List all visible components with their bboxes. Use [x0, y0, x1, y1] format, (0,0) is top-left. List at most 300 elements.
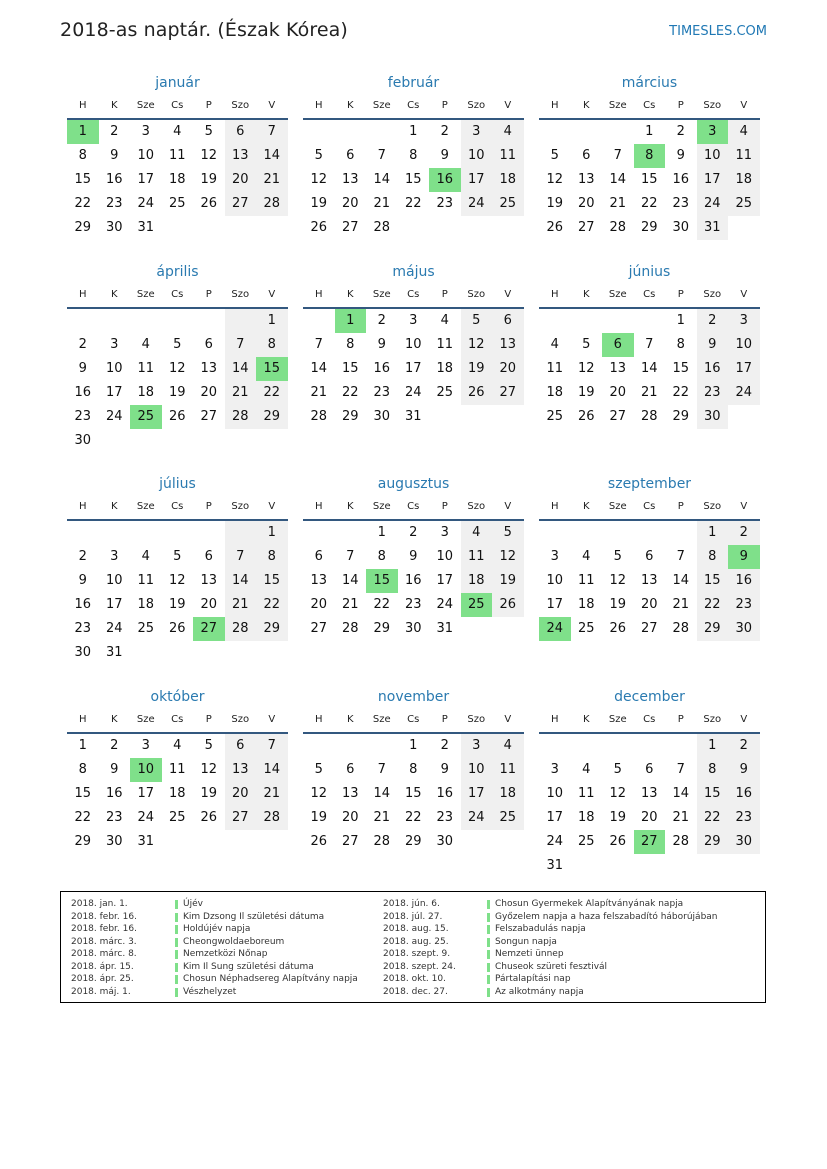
day-cell: 9 [409, 549, 418, 564]
day-cell: 23 [436, 196, 454, 211]
day-cell: 2 [110, 124, 119, 139]
day-cell: 12 [492, 545, 524, 569]
day-cell: 25 [130, 405, 162, 429]
day-cell: 17 [436, 573, 454, 588]
day-cell: 5 [550, 148, 559, 163]
day-cell: 7 [256, 734, 288, 758]
day-cell: 15 [74, 786, 92, 801]
month-3 [539, 72, 760, 240]
day-cell: 19 [168, 597, 186, 612]
day-cell: 1 [409, 738, 418, 753]
day-cell: 25 [577, 834, 595, 849]
day-cell: 3 [550, 549, 559, 564]
holiday-marker [175, 913, 178, 922]
empty-cell [665, 521, 697, 545]
day-cell: 7 [676, 762, 685, 777]
legend-holiday-name: Vészhelyzet [183, 986, 237, 997]
day-cell: 27 [577, 220, 595, 235]
day-cell: 10 [546, 573, 564, 588]
day-cell: 16 [373, 361, 391, 376]
day-cell: 21 [609, 196, 627, 211]
empty-cell [665, 734, 697, 758]
day-cell: 18 [728, 168, 760, 192]
day-cell: 12 [168, 573, 186, 588]
month-name: május [392, 264, 435, 280]
weekday-label: Cs [171, 289, 184, 300]
legend-holiday-name: Az alkotmány napja [495, 986, 584, 997]
day-cell: 10 [105, 361, 123, 376]
weekday-header [539, 495, 760, 521]
weekday-label: Cs [171, 714, 184, 725]
day-cell: 7 [225, 545, 257, 569]
weekday-label: Szo [467, 100, 486, 111]
day-cell: 1 [335, 309, 367, 333]
day-cell: 11 [461, 545, 493, 569]
day-cell: 5 [204, 738, 213, 753]
day-cell: 5 [173, 337, 182, 352]
day-cell: 2 [440, 124, 449, 139]
weekday-label: Sze [136, 501, 155, 512]
day-cell: 16 [74, 597, 92, 612]
day-cell: 29 [74, 220, 92, 235]
holiday-marker [175, 900, 178, 909]
empty-cell [130, 309, 162, 333]
weekday-label: P [441, 714, 448, 725]
day-cell: 3 [409, 313, 418, 328]
day-cell: 4 [141, 549, 150, 564]
day-cell: 4 [728, 120, 760, 144]
day-cell: 10 [461, 144, 493, 168]
day-cell: 8 [409, 148, 418, 163]
day-cell: 27 [634, 830, 666, 854]
day-cell: 2 [78, 337, 87, 352]
day-cell: 8 [256, 333, 288, 357]
brand-link[interactable]: TIMESLES.COM [669, 24, 767, 39]
day-cell: 22 [672, 385, 690, 400]
day-cell: 7 [346, 549, 355, 564]
day-cell: 6 [645, 762, 654, 777]
empty-cell [539, 120, 571, 144]
day-cell: 24 [137, 810, 155, 825]
day-cell: 18 [168, 786, 186, 801]
day-cell: 15 [697, 782, 729, 806]
day-cell: 21 [672, 597, 690, 612]
weekday-label: Sze [136, 714, 155, 725]
day-cell: 22 [404, 196, 422, 211]
day-cell: 12 [200, 762, 218, 777]
weekday-label: Cs [407, 501, 420, 512]
weekday-label: H [550, 501, 559, 512]
day-cell: 11 [577, 786, 595, 801]
weekday-label: V [504, 501, 512, 512]
weekday-label: K [582, 100, 590, 111]
day-cell: 20 [200, 385, 218, 400]
day-cell: 17 [546, 597, 564, 612]
holiday-marker [487, 963, 490, 972]
day-cell: 17 [546, 810, 564, 825]
day-cell: 13 [341, 786, 359, 801]
day-cell: 12 [310, 786, 328, 801]
day-cell: 12 [168, 361, 186, 376]
day-cell: 8 [676, 337, 685, 352]
day-cell: 15 [74, 172, 92, 187]
weekday-label: Szo [231, 501, 250, 512]
day-cell: 9 [377, 337, 386, 352]
weekday-label: V [268, 289, 276, 300]
weekday-label: P [677, 289, 684, 300]
weekday-label: H [550, 714, 559, 725]
month-name: március [621, 75, 678, 91]
day-cell: 15 [341, 361, 359, 376]
day-cell: 2 [676, 124, 685, 139]
day-cell: 12 [546, 172, 564, 187]
day-cell: 30 [404, 621, 422, 636]
day-grid [67, 734, 288, 854]
weekday-header [67, 283, 288, 309]
day-cell: 17 [697, 168, 729, 192]
day-cell: 19 [609, 810, 627, 825]
day-grid [539, 309, 760, 429]
day-cell: 29 [256, 617, 288, 641]
weekday-label: P [441, 100, 448, 111]
day-cell: 3 [141, 124, 150, 139]
weekday-label: H [314, 501, 323, 512]
day-cell: 27 [200, 409, 218, 424]
day-cell: 8 [78, 148, 87, 163]
day-cell: 24 [105, 621, 123, 636]
legend-date: 2018. dec. 27. [383, 986, 448, 997]
day-cell: 15 [640, 172, 658, 187]
weekday-label: H [78, 289, 87, 300]
weekday-label: Sze [608, 714, 627, 725]
weekday-label: K [110, 100, 118, 111]
day-cell: 20 [609, 385, 627, 400]
month-10 [67, 686, 288, 854]
weekday-label: Sze [136, 100, 155, 111]
month-name: augusztus [377, 476, 450, 492]
day-cell: 9 [110, 148, 119, 163]
day-cell: 18 [436, 361, 454, 376]
day-cell: 10 [404, 337, 422, 352]
weekday-label: P [205, 501, 212, 512]
month-12 [539, 686, 760, 878]
month-4 [67, 261, 288, 453]
day-cell: 17 [105, 597, 123, 612]
day-cell: 26 [310, 834, 328, 849]
day-cell: 30 [697, 405, 729, 429]
day-cell: 14 [225, 569, 257, 593]
legend-date: 2018. febr. 16. [71, 924, 137, 934]
day-cell: 14 [225, 357, 257, 381]
day-cell: 14 [310, 361, 328, 376]
weekday-label: P [205, 100, 212, 111]
day-cell: 29 [404, 834, 422, 849]
day-cell: 16 [105, 172, 123, 187]
day-cell: 2 [377, 313, 386, 328]
day-cell: 13 [310, 573, 328, 588]
day-cell: 21 [225, 593, 257, 617]
weekday-label: Szo [467, 501, 486, 512]
weekday-label: Sze [608, 289, 627, 300]
day-cell: 14 [672, 573, 690, 588]
day-cell: 6 [602, 333, 634, 357]
day-cell: 29 [256, 405, 288, 429]
day-cell: 11 [168, 148, 186, 163]
day-cell: 12 [609, 573, 627, 588]
holiday-marker [487, 988, 490, 997]
day-cell: 25 [492, 192, 524, 216]
day-cell: 31 [546, 858, 564, 873]
day-cell: 16 [728, 569, 760, 593]
weekday-label: Cs [643, 501, 656, 512]
weekday-label: V [740, 289, 748, 300]
day-cell: 1 [645, 124, 654, 139]
day-cell: 4 [582, 549, 591, 564]
day-cell: 18 [546, 385, 564, 400]
day-cell: 7 [314, 337, 323, 352]
day-cell: 22 [74, 196, 92, 211]
day-cell: 17 [404, 361, 422, 376]
day-cell: 22 [256, 593, 288, 617]
day-cell: 10 [697, 144, 729, 168]
day-cell: 6 [346, 762, 355, 777]
day-cell: 9 [78, 361, 87, 376]
weekday-label: K [582, 714, 590, 725]
day-cell: 15 [697, 569, 729, 593]
empty-cell [571, 521, 603, 545]
day-cell: 11 [137, 361, 155, 376]
day-cell: 28 [672, 621, 690, 636]
empty-cell [571, 120, 603, 144]
day-cell: 26 [200, 810, 218, 825]
day-cell: 1 [697, 521, 729, 545]
day-cell: 3 [461, 120, 493, 144]
month-name: szeptember [607, 476, 692, 492]
day-cell: 8 [78, 762, 87, 777]
day-cell: 14 [640, 361, 658, 376]
weekday-label: V [740, 501, 748, 512]
day-cell: 4 [173, 738, 182, 753]
day-grid [303, 120, 524, 240]
weekday-header [303, 283, 524, 309]
month-name: április [156, 264, 199, 280]
day-cell: 21 [341, 597, 359, 612]
day-cell: 19 [461, 357, 493, 381]
month-name: július [159, 476, 196, 492]
holiday-legend [60, 891, 766, 1003]
weekday-label: P [205, 289, 212, 300]
day-cell: 29 [341, 409, 359, 424]
day-cell: 11 [728, 144, 760, 168]
day-cell: 19 [200, 172, 218, 187]
day-cell: 15 [256, 357, 288, 381]
day-cell: 19 [609, 597, 627, 612]
weekday-label: K [346, 289, 354, 300]
day-cell: 27 [609, 409, 627, 424]
day-cell: 13 [225, 758, 257, 782]
day-cell: 17 [461, 782, 493, 806]
day-cell: 1 [377, 525, 386, 540]
day-cell: 30 [436, 834, 454, 849]
day-cell: 17 [728, 357, 760, 381]
day-cell: 18 [577, 810, 595, 825]
weekday-label: Szo [467, 289, 486, 300]
day-cell: 7 [645, 337, 654, 352]
month-name: október [150, 689, 205, 705]
legend-date: 2018. febr. 16. [71, 911, 137, 922]
day-cell: 7 [676, 549, 685, 564]
day-cell: 25 [168, 196, 186, 211]
empty-cell [130, 521, 162, 545]
holiday-marker [175, 963, 178, 972]
day-cell: 16 [436, 786, 454, 801]
day-cell: 26 [200, 196, 218, 211]
day-cell: 23 [105, 810, 123, 825]
month-9 [539, 473, 760, 641]
month-1 [67, 72, 288, 240]
empty-cell [634, 521, 666, 545]
weekday-label: V [740, 100, 748, 111]
holiday-marker [487, 938, 490, 947]
weekday-label: Szo [231, 100, 250, 111]
day-cell: 16 [74, 385, 92, 400]
day-cell: 25 [168, 810, 186, 825]
day-cell: 31 [105, 645, 123, 660]
day-cell: 14 [341, 573, 359, 588]
weekday-header [303, 94, 524, 120]
day-cell: 17 [137, 786, 155, 801]
weekday-label: K [110, 289, 118, 300]
day-cell: 24 [436, 597, 454, 612]
weekday-label: P [441, 289, 448, 300]
holiday-marker [175, 950, 178, 959]
empty-cell [225, 521, 257, 545]
day-cell: 29 [697, 830, 729, 854]
weekday-label: V [268, 100, 276, 111]
weekday-label: P [677, 501, 684, 512]
day-cell: 3 [141, 738, 150, 753]
day-cell: 19 [200, 786, 218, 801]
month-7 [67, 473, 288, 665]
day-cell: 18 [577, 597, 595, 612]
month-name: február [387, 75, 440, 91]
weekday-label: Szo [703, 501, 722, 512]
day-cell: 6 [225, 734, 257, 758]
day-cell: 24 [697, 192, 729, 216]
legend-date: 2018. szept. 24. [383, 961, 456, 972]
empty-cell [303, 120, 335, 144]
day-cell: 24 [137, 196, 155, 211]
legend-holiday-name: Chosun Gyermekek Alapítványának napja [495, 899, 684, 909]
weekday-label: P [205, 714, 212, 725]
legend-holiday-name: Cheongwoldaeboreum [183, 936, 285, 947]
day-cell: 22 [404, 810, 422, 825]
weekday-label: V [268, 501, 276, 512]
empty-cell [602, 521, 634, 545]
day-cell: 27 [225, 806, 257, 830]
day-cell: 7 [377, 762, 386, 777]
empty-cell [335, 120, 367, 144]
day-grid [67, 120, 288, 240]
day-cell: 30 [728, 617, 760, 641]
day-cell: 28 [225, 617, 257, 641]
day-cell: 18 [492, 168, 524, 192]
day-cell: 26 [168, 409, 186, 424]
day-cell: 20 [200, 597, 218, 612]
weekday-label: P [677, 714, 684, 725]
day-cell: 1 [409, 124, 418, 139]
holiday-marker [175, 975, 178, 984]
weekday-label: V [504, 289, 512, 300]
day-cell: 15 [256, 569, 288, 593]
day-cell: 26 [310, 220, 328, 235]
day-cell: 13 [200, 361, 218, 376]
weekday-label: Cs [407, 714, 420, 725]
day-cell: 21 [225, 381, 257, 405]
day-cell: 15 [366, 569, 398, 593]
day-cell: 27 [341, 834, 359, 849]
weekday-label: H [78, 100, 87, 111]
day-cell: 22 [373, 597, 391, 612]
month-name: június [628, 264, 671, 280]
day-cell: 26 [546, 220, 564, 235]
day-cell: 28 [310, 409, 328, 424]
day-cell: 28 [672, 834, 690, 849]
day-cell: 2 [110, 738, 119, 753]
weekday-label: Sze [372, 714, 391, 725]
weekday-label: Sze [372, 501, 391, 512]
day-cell: 3 [440, 525, 449, 540]
weekday-label: Szo [703, 289, 722, 300]
day-cell: 11 [436, 337, 454, 352]
weekday-header [539, 283, 760, 309]
empty-cell [99, 521, 131, 545]
day-cell: 19 [492, 569, 524, 593]
weekday-label: H [550, 100, 559, 111]
day-cell: 28 [373, 834, 391, 849]
day-cell: 10 [137, 148, 155, 163]
day-cell: 29 [697, 617, 729, 641]
weekday-header [539, 94, 760, 120]
day-cell: 25 [492, 806, 524, 830]
day-cell: 22 [341, 385, 359, 400]
day-cell: 2 [728, 521, 760, 545]
day-cell: 4 [141, 337, 150, 352]
day-cell: 29 [373, 621, 391, 636]
empty-cell [571, 734, 603, 758]
day-cell: 6 [346, 148, 355, 163]
weekday-label: Cs [407, 289, 420, 300]
day-cell: 27 [640, 621, 658, 636]
legend-date: 2018. ápr. 15. [71, 961, 134, 972]
weekday-label: P [677, 100, 684, 111]
weekday-label: H [314, 100, 323, 111]
day-cell: 29 [672, 409, 690, 424]
day-cell: 1 [256, 309, 288, 333]
legend-date: 2018. márc. 3. [71, 936, 137, 947]
day-cell: 9 [78, 573, 87, 588]
weekday-header [303, 495, 524, 521]
legend-holiday-name: Nemzeti ünnep [495, 949, 564, 959]
day-cell: 22 [640, 196, 658, 211]
day-cell: 14 [256, 144, 288, 168]
day-cell: 19 [310, 196, 328, 211]
day-cell: 7 [256, 120, 288, 144]
empty-cell [634, 734, 666, 758]
day-grid [539, 734, 760, 878]
day-cell: 8 [256, 545, 288, 569]
weekday-label: K [582, 289, 590, 300]
